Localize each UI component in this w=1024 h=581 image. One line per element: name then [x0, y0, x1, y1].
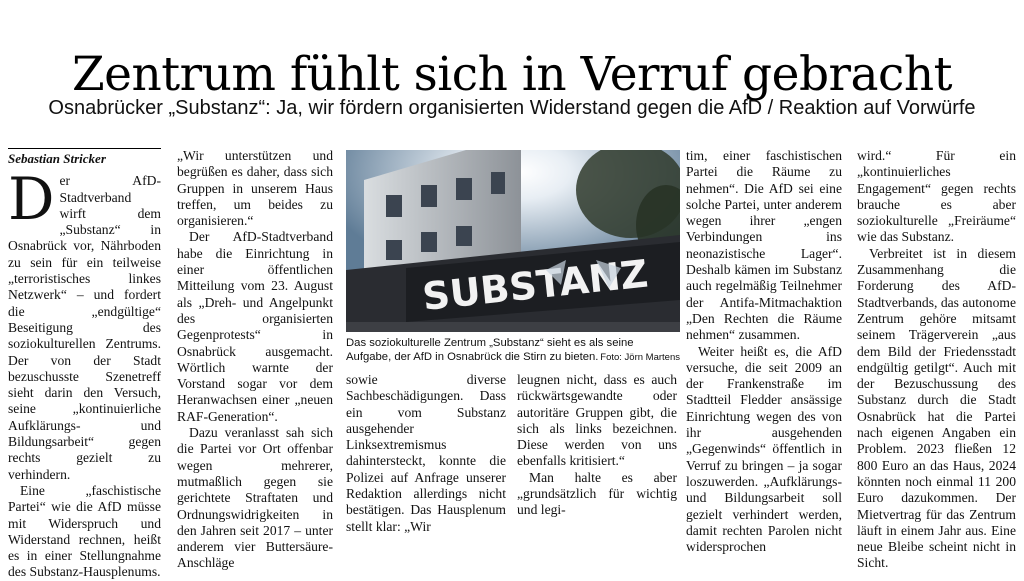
paragraph-text: er AfD-Stadtverband wirft dem „Substanz“ in Osnabrück vor, Nährboden zu sein für ein teilweise „terroristisches linkes Netzwerk“ – und fordert die „endgültige“ Beseitigung des soziokulturellen Zentrums. Der von der Stadt bezuschusste Szenetreff sieht darin den Versuch, seine „kontinuierliche Aufklärungs- und Bildungsarbeit“ gegen rechts gezielt zu verhindern.: [8, 173, 161, 482]
paragraph: Verbreitet ist in diesem Zusammenhang die Forderung des AfD-Stadtverbands, das autonome Zentrum gehöre mitsamt seinem Trägerverein „aus dem Bild der Friedensstadt endgültig getilgt“. Auch mit der Bezuschussung des Substanz durch die Stadt Osnabrück hat die Partei nach eigenen Angaben ein Problem. 2023 fließen 12 800 Euro an das Haus, 2024 könnten noch einmal 11 200 Euro dazukommen. Der Mietvertrag für das Zentrum läuft in einem Jahr aus. Eine neue Bleibe scheint nicht in Sicht.: [857, 245, 1016, 571]
author-byline: Sebastian Stricker: [8, 148, 161, 167]
paragraph: sowie diverse Sachbeschädigungen. Dass ein vom Substanz ausgehender Linksextremismus dahintersteckt, konnte die Polizei auf Anfrage unserer Redaktion allerdings nicht bestätigen. Das Hausplenum stellt klar: „Wir: [346, 372, 506, 534]
column-3: [346, 372, 506, 535]
drop-cap: D: [8, 165, 55, 234]
substanz-building-image: [346, 150, 680, 332]
paragraph: Der AfD-Stadtverband habe die Einrichtung in einer öffentlichen Mitteilung vom 23. August als „Dreh- und Angelpunkt des organisierten Gegenprotests“ in Osnabrück ausgemacht. Wörtlich warnte der Vorstand sogar vor dem Heranwachsen einer „neuen RAF-Generation“.: [177, 229, 333, 424]
paragraph: Dazu veranlasst sah sich die Partei vor Ort offenbar wegen mehrerer, mutmaßlich gegen sie gerichtete Straftaten und Ordnungswidrigkeiten in den Jahren seit 2017 – unter anderem vier Buttersäure-Anschläge: [177, 425, 333, 571]
headline: Zentrum fühlt sich in Verruf gebracht: [71, 47, 953, 103]
column-6: [857, 148, 1016, 572]
paragraph: „Wir unterstützen und begrüßen es daher, dass sich Gruppen in unserem Haus treffen, um beides zu organisieren.“: [177, 148, 333, 229]
paragraph: Weiter heißt es, die AfD versuche, die seit 2009 an der Frankenstraße im Stadtteil Fledder ansässige Einrichtung wegen des von ihr ausgehenden „Gegenwinds“ öffentlich in Verruf zu bringen – ja sogar loszuwerden. „Aufklärungs- und Bildungsarbeit soll gezielt verhindert werden, damit rechten Parolen nicht widersprochen: [686, 343, 842, 555]
caption-text: Das soziokulturelle Zentrum „Substanz“ sieht es als seine Aufgabe, der AfD in Osnabrück die Stirn zu bieten.: [346, 337, 634, 363]
subheadline: Osnabrücker „Substanz“: Ja, wir fördern organisierten Widerstand gegen die AfD / Reaktion auf Vorwürfe: [48, 97, 976, 119]
article-photo: [346, 150, 680, 332]
column-4: [517, 372, 677, 519]
paragraph: tim, einer faschistischen Partei die Räume zu nehmen“. Die AfD sei eine solche Partei, unter anderem wegen ihrer „engen Verbindungen ins neonazistische Lager“. Deshalb kämen im Substanz auch regelmäßig Teilnehmer der Antifa-Mitmachaktion „Den Rechten die Räume nehmen“ zusammen.: [686, 148, 842, 343]
column-2: [177, 148, 333, 572]
paragraph: Man halte es aber „grundsätzlich für wichtig und legi-: [517, 469, 677, 518]
column-1: [8, 148, 161, 581]
photo-credit: Foto: Jörn Martens: [600, 352, 680, 363]
paragraph: [8, 165, 161, 483]
paragraph: wird.“ Für ein „kontinuierliches Engagement“ gegen rechts brauche es aber soziokulturelle „Freiräume“ wie das Substanz.: [857, 148, 1016, 245]
paragraph: Eine „faschistische Partei“ wie die AfD müsse mit Widerspruch und Widerstand rechnen, heißt es in einer Stellungnahme des Substanz-Hausplenums.: [8, 482, 161, 580]
paragraph: leugnen nicht, dass es auch rückwärtsgewandte oder autoritäre Gruppen gibt, die sich als links bezeichnen. Diese werden von uns ebenfalls kritisiert.“: [517, 372, 677, 469]
graffiti-text: SUBSTANZ: [420, 251, 650, 319]
column-5: [686, 148, 842, 555]
photo-caption: [346, 336, 680, 365]
